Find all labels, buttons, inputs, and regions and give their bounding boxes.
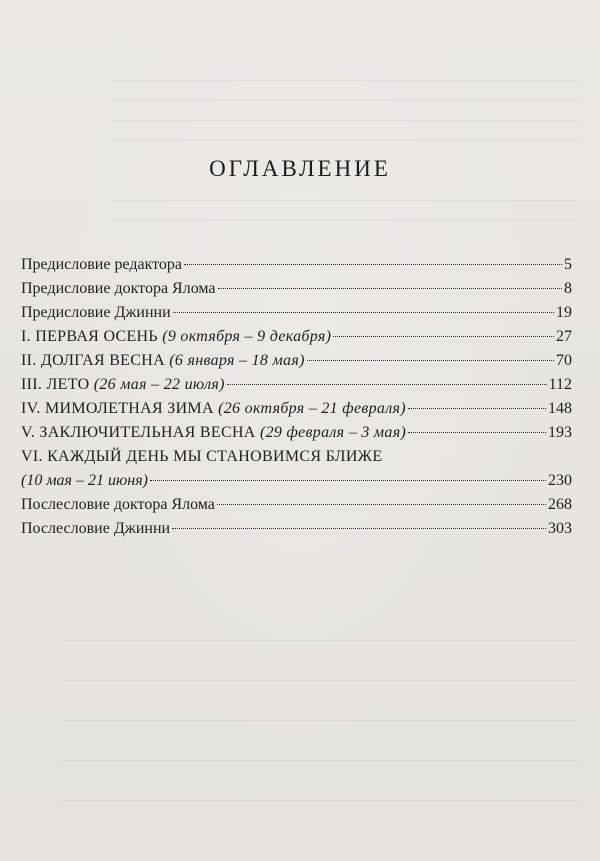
chapter-title: VI. КАЖДЫЙ ДЕНЬ МЫ СТАНОВИМСЯ БЛИЖЕ	[21, 448, 383, 465]
chapter-title: II. ДОЛГАЯ ВЕСНА	[21, 352, 170, 369]
dot-leader	[217, 503, 546, 505]
bleed-through-line	[60, 680, 580, 681]
bleed-through-line	[60, 760, 580, 761]
toc-entry-ginny-preface[interactable]	[21, 301, 572, 325]
dot-leader	[408, 407, 546, 409]
bleed-through-line	[110, 140, 580, 141]
toc-entry-label: Предисловие доктора Ялома	[21, 280, 216, 297]
chapter-dates: (26 октября – 21 февраля)	[218, 400, 406, 417]
dot-leader	[173, 311, 554, 313]
toc-entry-chapter-5[interactable]	[21, 421, 572, 445]
toc-entry-page: 19	[556, 304, 572, 321]
toc-entry-label	[21, 349, 305, 373]
bleed-through-line	[60, 800, 580, 801]
toc-entry-page: 230	[548, 472, 572, 489]
toc-entry-label	[21, 421, 406, 445]
toc-entry-chapter-3[interactable]	[21, 373, 572, 397]
toc-entry-label	[21, 325, 331, 349]
table-of-contents	[21, 253, 572, 541]
bleed-through-line	[110, 100, 580, 101]
bleed-through-line	[110, 200, 580, 201]
toc-entry-chapter-6-dates[interactable]	[21, 469, 572, 493]
dot-leader	[227, 383, 547, 385]
toc-entry-page: 70	[556, 352, 572, 369]
toc-entry-label: Предисловие Джинни	[21, 304, 171, 321]
chapter-dates: (6 января – 18 мая)	[169, 352, 305, 369]
toc-entry-page: 27	[556, 328, 572, 345]
toc-entry-page: 193	[548, 424, 572, 441]
toc-entry-yalom-afterword[interactable]	[21, 493, 572, 517]
chapter-dates: (9 октября – 9 декабря)	[162, 328, 332, 345]
bleed-through-line	[110, 220, 580, 221]
dot-leader	[307, 359, 554, 361]
chapter-dates: (10 мая – 21 июня)	[21, 472, 148, 489]
toc-entry-editor-preface[interactable]	[21, 253, 572, 277]
chapter-dates: (26 мая – 22 июля)	[93, 376, 225, 393]
toc-entry-chapter-6-title[interactable]	[21, 445, 572, 469]
chapter-title: III. ЛЕТО	[21, 376, 94, 393]
toc-entry-chapter-1[interactable]	[21, 325, 572, 349]
toc-entry-yalom-preface[interactable]	[21, 277, 572, 301]
toc-entry-page: 268	[548, 496, 572, 513]
dot-leader	[333, 335, 554, 337]
dot-leader	[150, 479, 546, 481]
bleed-through-line	[110, 120, 580, 121]
toc-entry-label	[21, 373, 225, 397]
dot-leader	[218, 287, 562, 289]
toc-entry-page: 112	[548, 376, 572, 393]
toc-entry-label: Послесловие Джинни	[21, 520, 171, 537]
page-title: ОГЛАВЛЕНИЕ	[209, 156, 391, 181]
toc-entry-label: Послесловие доктора Ялома	[21, 496, 215, 513]
chapter-title: V. ЗАКЛЮЧИТЕЛЬНАЯ ВЕСНА	[21, 424, 260, 441]
bleed-through-line	[60, 720, 580, 721]
bleed-through-line	[110, 80, 580, 81]
toc-entry-ginny-afterword[interactable]	[21, 517, 572, 541]
toc-entry-chapter-2[interactable]	[21, 349, 572, 373]
toc-entry-chapter-4[interactable]	[21, 397, 572, 421]
chapter-title: I. ПЕРВАЯ ОСЕНЬ	[21, 328, 163, 345]
dot-leader	[172, 527, 546, 529]
chapter-title: IV. МИМОЛЕТНАЯ ЗИМА	[21, 400, 219, 417]
toc-entry-page: 5	[564, 256, 572, 273]
toc-entry-page: 148	[548, 400, 572, 417]
toc-entry-label	[21, 397, 406, 421]
bleed-through-line	[60, 640, 580, 641]
toc-entry-page: 303	[548, 520, 572, 537]
dot-leader	[184, 263, 562, 265]
chapter-dates: (29 февраля – 3 мая)	[259, 424, 407, 441]
dot-leader	[408, 431, 546, 433]
toc-entry-page: 8	[564, 280, 572, 297]
toc-entry-label: Предисловие редактора	[21, 256, 183, 273]
